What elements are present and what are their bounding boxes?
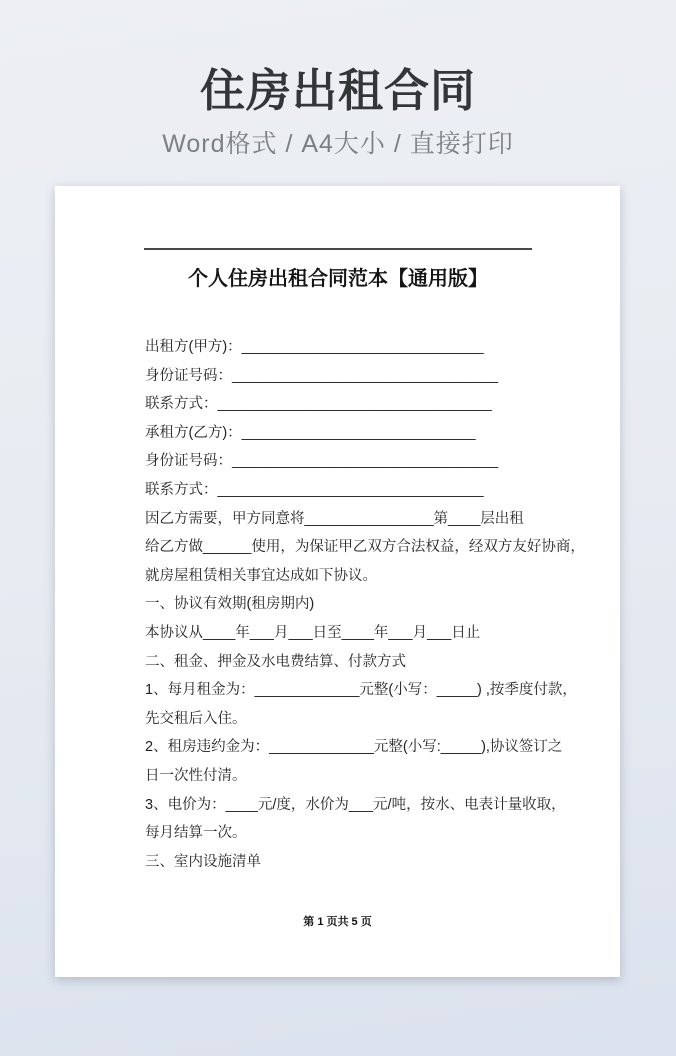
contract-line: 承租方(乙方)：_____________________________ [145,424,476,441]
contract-line: 三、室内设施清单 [145,853,261,870]
contract-line: 就房屋租赁相关事宜达成如下协议。 [145,567,377,584]
contract-line: 身份证号码：_________________________________ [145,453,499,470]
contract-line: 一、协议有效期(租房期内) [145,596,315,613]
contract-line: 1、每月租金为：_____________元整(小写：_____) ,按季度付款， [145,682,577,699]
contract-line: 联系方式：__________________________________ [145,396,492,413]
promo-banner [0,0,676,160]
contract-line: 身份证号码：_________________________________ [145,367,499,384]
contract-line: 每月结算一次。 [145,825,247,842]
document-title: 个人住房出租合同范本【通用版】 [188,268,488,290]
banner-title: 住房出租合同 [199,65,476,116]
document-page [55,186,620,977]
title-divider [144,248,532,250]
page-number-footer: 第 1 页共 5 页 [303,916,372,928]
contract-line: 2、租房违约金为：_____________元整(小写:_____),协议签订之 [145,739,563,756]
contract-lines [145,333,585,876]
contract-line: 因乙方需要，甲方同意将________________第____层出租 [145,510,524,527]
contract-line: 给乙方做______使用，为保证甲乙双方合法权益，经双方友好协商， [145,539,585,556]
contract-line: 联系方式：_________________________________ [145,481,484,498]
contract-line: 3、电价为：____元/度，水价为___元/吨，按水、电表计量收取， [145,796,566,813]
contract-line: 本协议从____年___月___日至____年___月___日止 [145,624,481,641]
contract-line: 日一次性付清。 [145,767,247,784]
contract-line: 先交租后入住。 [145,710,247,727]
contract-line: 二、租金、押金及水电费结算、付款方式 [145,653,406,670]
banner-subtitle: Word格式 / A4大小 / 直接打印 [162,130,514,158]
contract-line: 出租方(甲方)：______________________________ [145,339,484,355]
